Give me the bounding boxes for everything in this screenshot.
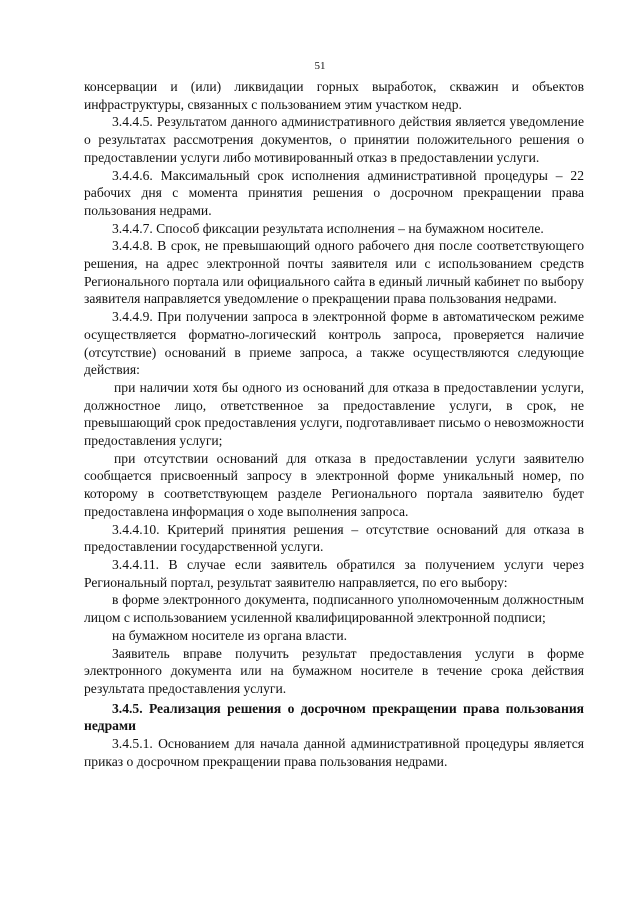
page-number: 51 xyxy=(314,60,326,72)
list-item-refusal: при наличии хотя бы одного из оснований для отказа в предоставлении услуги, должностное лицо, ответственное за предоставление услуги, в срок, не превышающий срок предоставления услуги, подготавливает письмо о невозможности предоставления услуги; xyxy=(84,379,584,449)
paragraph-3-4-4-8: 3.4.4.8. В срок, не превышающий одного рабочего дня после соответствующего решения, на адрес электронной почты заявителя или с использованием средств Регионального портала или официального сайта в единый личный кабинет по выбору заявителя направляется уведомление о прекращении права пользования недрами. xyxy=(84,238,584,307)
paragraph-3-4-5-1: 3.4.5.1. Основанием для начала данной административной процедуры является приказ о досрочном прекращении права пользования недрами. xyxy=(84,736,584,769)
paragraph-3-4-4-5: 3.4.4.5. Результатом данного административного действия является уведомление о результатах рассмотрения документов, о принятии положительного решения о предоставлении услуги либо мотивированный отказ в предоставлении услуги. xyxy=(84,114,584,165)
list-item-paper: на бумажном носителе из органа власти. xyxy=(112,627,348,643)
page-body xyxy=(84,78,584,770)
list-item-electronic: в форме электронного документа, подписанного уполномоченным должностным лицом с использованием усиленной квалифицированной электронной подписи; xyxy=(84,592,584,626)
section-heading-3-4-5: 3.4.5. Реализация решения о досрочном прекращении права пользования недрами xyxy=(84,700,584,734)
paragraph-3-4-4-11: 3.4.4.11. В случае если заявитель обратился за получением услуги через Региональный портал, результат заявителю направляется, по его выбору: xyxy=(84,556,584,590)
paragraph-3-4-4-9: 3.4.4.9. При получении запроса в электронной форме в автоматическом режиме осуществляется форматно-логический контроль запроса, проверяется наличие (отсутствие) оснований в приеме запроса, а также осуществляются следующие действия: xyxy=(84,309,584,378)
paragraph-3-4-4-7: 3.4.4.7. Способ фиксации результата исполнения – на бумажном носителе. xyxy=(112,220,544,236)
paragraph-applicant-right: Заявитель вправе получить результат предоставления услуги в форме электронного документа или на бумажном носителе в течение срока действия результата предоставления услуги. xyxy=(84,645,584,696)
paragraph-3-4-4-10: 3.4.4.10. Критерий принятия решения – отсутствие оснований для отказа в предоставлении государственной услуги. xyxy=(84,521,584,555)
paragraph-continuation: консервации и (или) ликвидации горных выработок, скважин и объектов инфраструктуры, связанных с пользованием этим участком недр. xyxy=(84,79,584,112)
list-item-no-refusal: при отсутствии оснований для отказа в предоставлении услуги заявителю сообщается присвоенный запросу в электронной форме уникальный номер, по которому в соответствующем разделе Регионального портала заявителю будет предоставлена информация о ходе выполнения запроса. xyxy=(84,450,584,519)
paragraph-3-4-4-6: 3.4.4.6. Максимальный срок исполнения административной процедуры – 22 рабочих дня с момента принятия решения о досрочном прекращении права пользования недрами. xyxy=(84,167,584,218)
